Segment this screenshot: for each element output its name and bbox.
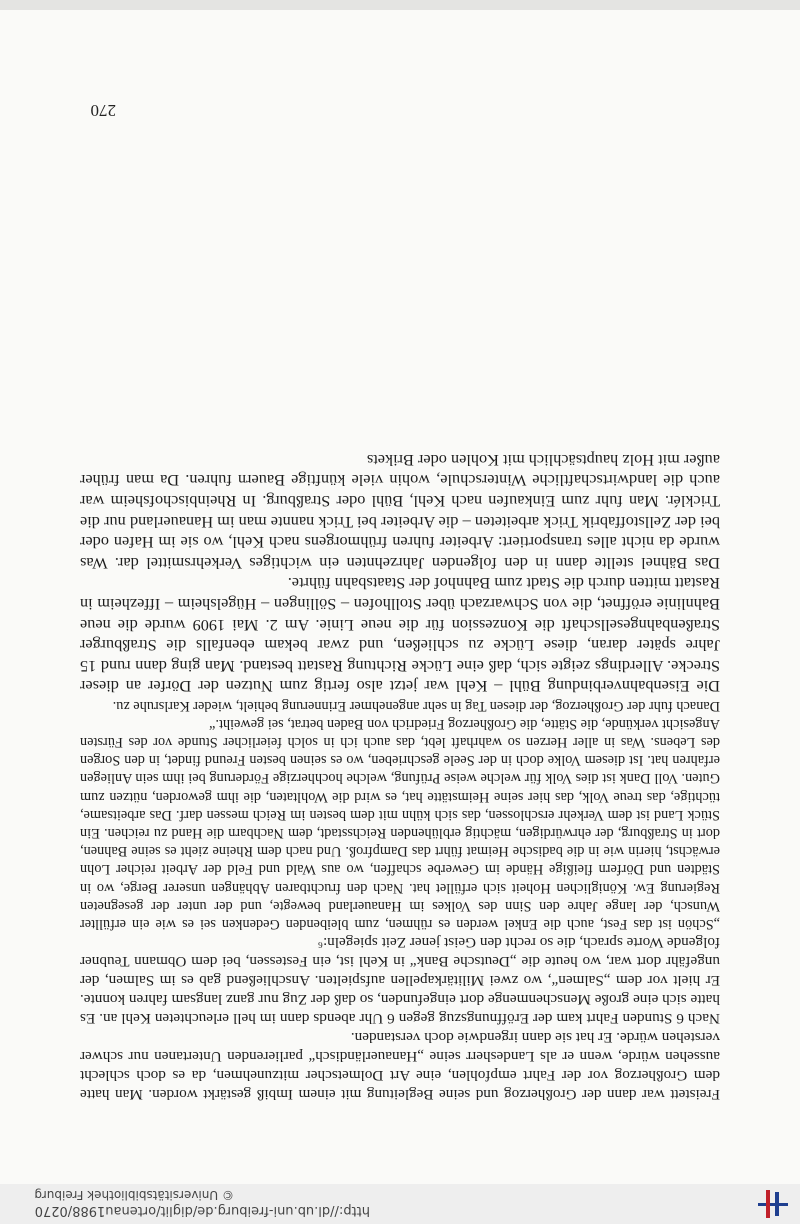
document-url[interactable]: http://dl.ub.uni-freiburg.de/diglit/ortenau1988/0270: [34, 1203, 370, 1218]
paragraph: Das Bähnel stellte dann in den folgenden Jahrzehnten ein wichtiges Verkehrsmittel dar. Was wurde da nicht alles transportiert: Arbeiter fuhren frühmorgens nach Kehl, wo sie im Hafen oder bei der Zellstoffabrik Trick arbeiteten – die Arbeiter bei Trick nannte man im Hanauerland nur die Tricklér. Man fuhr zum Einkaufen nach Kehl, Bühl oder Straßburg. In Rheinbischofsheim war auch die landwirtschaftliche Winterschule, wohin viele künftige Bauern fuhren. Da man früher außer mit Holz hauptsächlich mit Kohlen oder Brikets: [80, 450, 720, 573]
copyright-notice: © Universitätsbibliothek Freiburg: [34, 1188, 234, 1202]
paragraph: Die Eisenbahnverbindung Bühl – Kehl war jetzt also fertig zum Nutzen der Dörfer an dieser Strecke. Allerdings zeigte sich, daß eine Lücke Richtung Rastatt bestand. Man ging dann rund 15 Jahre später daran, diese Lücke zu schließen, und zwar bekam ebenfalls die Straßburger Straßenbahngesellschaft die Konzession für die neue Linie. Am 2. Mai 1909 wurde die neue Bahnlinie eröffnet, die von Schwarzach über Stollhofen – Söllingen – Hügelsheim – Iffezheim in Rastatt mitten durch die Stadt zum Bahnhof der Staatsbahn führte.: [80, 574, 720, 697]
ub-freiburg-logo-icon: [758, 1190, 788, 1218]
viewer-header: [0, 1183, 800, 1224]
page-bottom-edge: [0, 0, 800, 10]
body-text: [80, 449, 720, 1104]
quote-paragraph: „Schön ist das Fest, auch die Enkel werden es rühmen, zum bleibenden Gedenken sei es wie ein erfüllter Wunsch, der lange Jahre den Sinn des Volkes im Hanauerland bewegte, und der unter der gesegneten Regierung Ew. Königlichen Hoheit sich erfüllet hat. Nach den fruchtbaren Abhängen unserer Berge, wo in Städten und Dörfern fleißige Hände im Gewerbe schaffen, wo aus Wald und Feld der Arbeit reicher Lohn erwächst, hierin wie in die badische Heimat führt das Dampfroß. Und nach dem Rheine zieht es seine Bahnen, dort in Straßburg, der ehrwürdigen, mächtig erblühenden Reichsstadt, dem Nachbarn die Hand zu reichen. Ein Stück Land ist dem Verkehr erschlossen, das sich kühn mit dem besten im Reich messen darf. Das arbeitsame, tüchtige, das treue Volk, das hier seine Heimstätte hat, es wird die Wohltaten, die ihm geworden, nützen zum Guten. Voll Dank ist dies Volk für welche weise Prüfung, welche hochherzige Förderung bei ihm sein Anliegen erfahren hat. Ist diesem Volke doch in der Seele geschrieben, wo es seinen besten Freund findet, in den Sorgen des Lebens. Was in aller Herzen so wahrhaft lebt, das auch ich in solch feierlicher Stunde vor des Fürsten Angesicht verkünde, die Stätte, die Großherzog Friedrich von Baden betrat, sei geweiht.“: [80, 715, 720, 932]
paragraph: Freistett war dann der Großherzog und seine Begleitung mit einem Imbiß gestärkt worden. Man hatte dem Großherzog vor der Fahrt empfohlen, eine Art Dolmetscher mitzunehmen, da es doch schlecht aussehen würde, wenn er als Landesherr seine „Hanauerländisch“ parlierenden Untertanen nur schwer verstehen würde. Er hat sie dann irgendwie doch verstanden.: [80, 1029, 720, 1103]
paragraph: Nach 6 Stunden Fahrt kam der Eröffnungszug gegen 6 Uhr abends dann im hell erleuchteten Kehl an. Es hatte sich eine große Menschenmenge dort eingefunden, so daß der Zug nur ganz langsam fahren konnte. Er hielt vor dem „Salmen“, wo zwei Militärkapellen aufspielten. Anschließend gab es im Salmen, der ungefähr dort war, wo heute die „Deutsche Bank“ in Kehl ist, ein Festessen, bei dem Obmann Teubner folgende Worte sprach, die so recht den Geist jener Zeit spiegeln:⁶: [80, 934, 720, 1027]
paragraph: Danach fuhr der Großherzog, der diesen Tag in sehr angenehmer Erinnerung behielt, wieder Karlsruhe zu.: [112, 697, 720, 714]
page-number: 270: [90, 101, 116, 120]
